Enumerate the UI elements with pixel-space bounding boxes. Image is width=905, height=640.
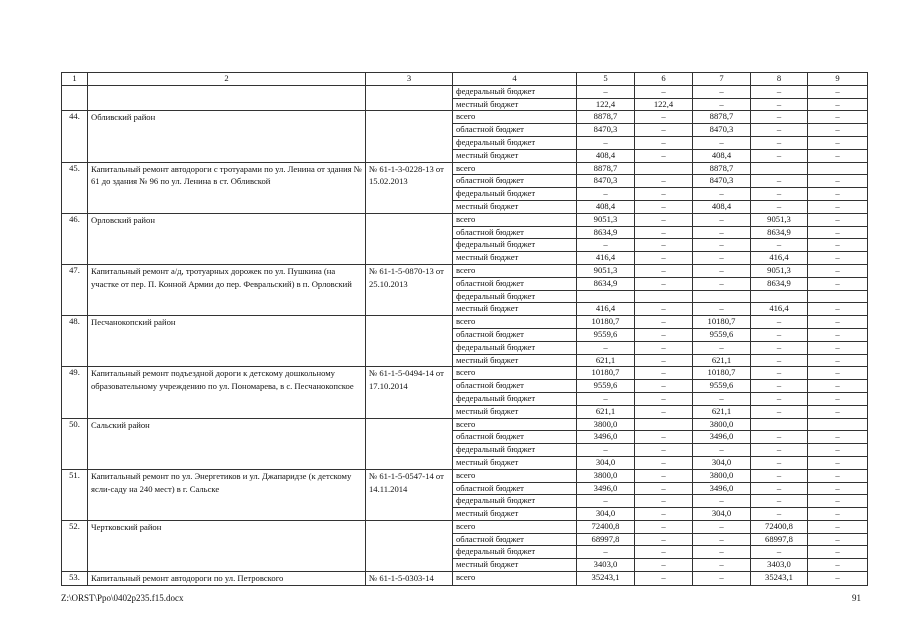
- amount-cell: –: [751, 136, 808, 149]
- amount-cell: –: [693, 495, 751, 508]
- amount-cell: –: [751, 444, 808, 457]
- amount-cell: [751, 162, 808, 175]
- row-number-cell: 51.: [62, 469, 88, 520]
- amount-cell: –: [751, 367, 808, 380]
- amount-cell: [751, 418, 808, 431]
- funding-source-cell: местный бюджет: [453, 200, 577, 213]
- amount-cell: –: [635, 124, 693, 137]
- object-name-cell: Сальский район: [88, 418, 366, 469]
- table-row: [62, 418, 868, 431]
- amount-cell: –: [635, 328, 693, 341]
- amount-cell: –: [635, 252, 693, 265]
- funding-source-cell: всего: [453, 316, 577, 329]
- amount-cell: –: [808, 213, 868, 226]
- amount-cell: [635, 162, 693, 175]
- document-number-cell: № 61-1-5-0494-14 от 17.10.2014: [366, 367, 453, 418]
- amount-cell: 10180,7: [577, 367, 635, 380]
- amount-cell: –: [635, 277, 693, 290]
- funding-source-cell: местный бюджет: [453, 252, 577, 265]
- table-row: [62, 85, 868, 98]
- funding-source-cell: федеральный бюджет: [453, 495, 577, 508]
- table-row: [62, 162, 868, 175]
- amount-cell: –: [808, 98, 868, 111]
- amount-cell: –: [577, 546, 635, 559]
- amount-cell: 3800,0: [577, 469, 635, 482]
- amount-cell: –: [635, 303, 693, 316]
- funding-source-cell: областной бюджет: [453, 431, 577, 444]
- column-number-header: 1: [62, 73, 88, 86]
- funding-source-cell: федеральный бюджет: [453, 188, 577, 201]
- amount-cell: –: [751, 456, 808, 469]
- footer-file-path: Z:\ORST\Ppo\0402p235.f15.docx: [61, 593, 184, 603]
- table-header-row: [62, 73, 868, 86]
- amount-cell: –: [635, 200, 693, 213]
- amount-cell: –: [693, 239, 751, 252]
- amount-cell: 8470,3: [577, 124, 635, 137]
- column-number-header: 4: [453, 73, 577, 86]
- table-row: [62, 469, 868, 482]
- amount-cell: 122,4: [635, 98, 693, 111]
- amount-cell: –: [751, 175, 808, 188]
- amount-cell: –: [693, 264, 751, 277]
- amount-cell: –: [635, 508, 693, 521]
- amount-cell: –: [808, 303, 868, 316]
- amount-cell: –: [635, 264, 693, 277]
- row-number-cell: 46.: [62, 213, 88, 264]
- funding-source-cell: местный бюджет: [453, 456, 577, 469]
- funding-source-cell: областной бюджет: [453, 328, 577, 341]
- budget-table: [61, 72, 868, 586]
- amount-cell: –: [577, 392, 635, 405]
- column-number-header: 9: [808, 73, 868, 86]
- amount-cell: –: [635, 380, 693, 393]
- amount-cell: 9559,6: [693, 380, 751, 393]
- amount-cell: 35243,1: [751, 572, 808, 586]
- amount-cell: 408,4: [577, 200, 635, 213]
- amount-cell: 8878,7: [693, 162, 751, 175]
- amount-cell: –: [751, 482, 808, 495]
- amount-cell: [577, 290, 635, 303]
- document-number-cell: № 61-1-5-0303-14: [366, 572, 453, 586]
- amount-cell: –: [808, 316, 868, 329]
- amount-cell: –: [808, 175, 868, 188]
- amount-cell: –: [808, 188, 868, 201]
- funding-source-cell: областной бюджет: [453, 533, 577, 546]
- amount-cell: 3403,0: [751, 559, 808, 572]
- amount-cell: 9559,6: [577, 380, 635, 393]
- amount-cell: –: [808, 444, 868, 457]
- amount-cell: –: [635, 111, 693, 124]
- amount-cell: –: [635, 188, 693, 201]
- amount-cell: –: [808, 341, 868, 354]
- amount-cell: –: [635, 175, 693, 188]
- amount-cell: 408,4: [693, 149, 751, 162]
- funding-source-cell: федеральный бюджет: [453, 85, 577, 98]
- amount-cell: –: [808, 495, 868, 508]
- funding-source-cell: областной бюджет: [453, 482, 577, 495]
- amount-cell: –: [808, 508, 868, 521]
- funding-source-cell: всего: [453, 520, 577, 533]
- amount-cell: 8634,9: [577, 226, 635, 239]
- amount-cell: –: [808, 533, 868, 546]
- amount-cell: 8634,9: [751, 277, 808, 290]
- amount-cell: –: [635, 405, 693, 418]
- document-number-cell: [366, 520, 453, 571]
- amount-cell: –: [635, 444, 693, 457]
- amount-cell: 8470,3: [577, 175, 635, 188]
- amount-cell: –: [693, 341, 751, 354]
- document-number-cell: [366, 213, 453, 264]
- amount-cell: 9559,6: [577, 328, 635, 341]
- amount-cell: –: [577, 188, 635, 201]
- funding-source-cell: федеральный бюджет: [453, 392, 577, 405]
- amount-cell: –: [693, 252, 751, 265]
- amount-cell: –: [751, 469, 808, 482]
- funding-source-cell: всего: [453, 264, 577, 277]
- funding-source-cell: местный бюджет: [453, 149, 577, 162]
- amount-cell: –: [808, 226, 868, 239]
- amount-cell: –: [693, 188, 751, 201]
- amount-cell: 68997,8: [751, 533, 808, 546]
- amount-cell: –: [751, 405, 808, 418]
- amount-cell: –: [751, 111, 808, 124]
- amount-cell: –: [635, 520, 693, 533]
- row-number-cell: 48.: [62, 316, 88, 367]
- row-number-cell: 44.: [62, 111, 88, 162]
- funding-source-cell: областной бюджет: [453, 175, 577, 188]
- amount-cell: –: [635, 392, 693, 405]
- amount-cell: –: [693, 572, 751, 586]
- amount-cell: –: [808, 546, 868, 559]
- funding-source-cell: местный бюджет: [453, 98, 577, 111]
- amount-cell: –: [635, 533, 693, 546]
- amount-cell: 8878,7: [577, 162, 635, 175]
- amount-cell: 72400,8: [577, 520, 635, 533]
- funding-source-cell: федеральный бюджет: [453, 444, 577, 457]
- amount-cell: –: [808, 559, 868, 572]
- amount-cell: –: [693, 559, 751, 572]
- table-row: [62, 520, 868, 533]
- amount-cell: –: [751, 546, 808, 559]
- amount-cell: –: [808, 405, 868, 418]
- amount-cell: –: [635, 559, 693, 572]
- amount-cell: 35243,1: [577, 572, 635, 586]
- funding-source-cell: местный бюджет: [453, 405, 577, 418]
- amount-cell: –: [808, 572, 868, 586]
- amount-cell: 8634,9: [577, 277, 635, 290]
- amount-cell: –: [635, 482, 693, 495]
- object-name-cell: [88, 85, 366, 111]
- page-number: 91: [852, 593, 861, 603]
- amount-cell: –: [635, 495, 693, 508]
- amount-cell: 122,4: [577, 98, 635, 111]
- amount-cell: –: [751, 188, 808, 201]
- object-name-cell: Капитальный ремонт автодороги по ул. Петровского: [88, 572, 366, 586]
- amount-cell: –: [751, 508, 808, 521]
- funding-source-cell: федеральный бюджет: [453, 546, 577, 559]
- funding-source-cell: областной бюджет: [453, 277, 577, 290]
- table-row: [62, 111, 868, 124]
- amount-cell: 9051,3: [577, 264, 635, 277]
- amount-cell: –: [808, 354, 868, 367]
- amount-cell: –: [751, 124, 808, 137]
- amount-cell: –: [808, 469, 868, 482]
- amount-cell: 3800,0: [693, 418, 751, 431]
- amount-cell: 3403,0: [577, 559, 635, 572]
- amount-cell: –: [693, 546, 751, 559]
- amount-cell: 416,4: [577, 252, 635, 265]
- funding-source-cell: федеральный бюджет: [453, 136, 577, 149]
- table-row: [62, 572, 868, 586]
- funding-source-cell: федеральный бюджет: [453, 290, 577, 303]
- amount-cell: 10180,7: [693, 316, 751, 329]
- table-row: [62, 213, 868, 226]
- object-name-cell: Капитальный ремонт автодороги с тротуарами по ул. Ленина от здания № 61 до здания № 96 по ул. Ленина в ст. Обливской: [88, 162, 366, 213]
- amount-cell: 9051,3: [751, 264, 808, 277]
- amount-cell: –: [635, 469, 693, 482]
- amount-cell: –: [751, 316, 808, 329]
- column-number-header: 5: [577, 73, 635, 86]
- row-number-cell: 45.: [62, 162, 88, 213]
- amount-cell: 621,1: [693, 354, 751, 367]
- row-number-cell: 49.: [62, 367, 88, 418]
- amount-cell: –: [808, 124, 868, 137]
- amount-cell: [808, 290, 868, 303]
- amount-cell: –: [635, 431, 693, 444]
- funding-source-cell: областной бюджет: [453, 226, 577, 239]
- row-number-cell: 47.: [62, 264, 88, 315]
- amount-cell: –: [751, 200, 808, 213]
- amount-cell: 8878,7: [577, 111, 635, 124]
- amount-cell: –: [577, 239, 635, 252]
- funding-source-cell: всего: [453, 162, 577, 175]
- amount-cell: –: [635, 149, 693, 162]
- amount-cell: –: [808, 149, 868, 162]
- amount-cell: –: [808, 277, 868, 290]
- amount-cell: –: [693, 277, 751, 290]
- table-row: [62, 367, 868, 380]
- amount-cell: –: [577, 85, 635, 98]
- amount-cell: –: [751, 149, 808, 162]
- amount-cell: –: [693, 444, 751, 457]
- amount-cell: 8470,3: [693, 124, 751, 137]
- funding-source-cell: всего: [453, 111, 577, 124]
- amount-cell: –: [635, 85, 693, 98]
- document-number-cell: № 61-1-5-0870-13 от 25.10.2013: [366, 264, 453, 315]
- amount-cell: 304,0: [577, 508, 635, 521]
- amount-cell: –: [808, 239, 868, 252]
- amount-cell: –: [693, 392, 751, 405]
- amount-cell: 416,4: [751, 303, 808, 316]
- amount-cell: –: [751, 392, 808, 405]
- amount-cell: 304,0: [693, 456, 751, 469]
- funding-source-cell: местный бюджет: [453, 559, 577, 572]
- amount-cell: 10180,7: [577, 316, 635, 329]
- amount-cell: 304,0: [577, 456, 635, 469]
- amount-cell: –: [751, 85, 808, 98]
- amount-cell: –: [808, 328, 868, 341]
- amount-cell: 9051,3: [751, 213, 808, 226]
- amount-cell: –: [808, 380, 868, 393]
- row-number-cell: 52.: [62, 520, 88, 571]
- amount-cell: 408,4: [693, 200, 751, 213]
- amount-cell: 304,0: [693, 508, 751, 521]
- amount-cell: –: [751, 354, 808, 367]
- row-number-cell: 50.: [62, 418, 88, 469]
- amount-cell: –: [635, 367, 693, 380]
- amount-cell: [808, 418, 868, 431]
- amount-cell: 416,4: [751, 252, 808, 265]
- document-number-cell: [366, 316, 453, 367]
- amount-cell: –: [808, 392, 868, 405]
- amount-cell: 8470,3: [693, 175, 751, 188]
- amount-cell: 9559,6: [693, 328, 751, 341]
- amount-cell: –: [693, 85, 751, 98]
- amount-cell: –: [577, 444, 635, 457]
- amount-cell: 8878,7: [693, 111, 751, 124]
- amount-cell: 3800,0: [577, 418, 635, 431]
- amount-cell: [635, 418, 693, 431]
- amount-cell: –: [751, 495, 808, 508]
- amount-cell: –: [635, 572, 693, 586]
- amount-cell: –: [693, 213, 751, 226]
- amount-cell: –: [808, 111, 868, 124]
- amount-cell: –: [808, 85, 868, 98]
- amount-cell: [635, 290, 693, 303]
- amount-cell: 3496,0: [693, 431, 751, 444]
- column-number-header: 3: [366, 73, 453, 86]
- column-number-header: 2: [88, 73, 366, 86]
- funding-source-cell: областной бюджет: [453, 380, 577, 393]
- amount-cell: –: [751, 328, 808, 341]
- amount-cell: –: [635, 456, 693, 469]
- amount-cell: 72400,8: [751, 520, 808, 533]
- funding-source-cell: федеральный бюджет: [453, 341, 577, 354]
- amount-cell: –: [693, 533, 751, 546]
- column-number-header: 8: [751, 73, 808, 86]
- amount-cell: –: [751, 380, 808, 393]
- amount-cell: –: [808, 431, 868, 444]
- amount-cell: –: [751, 431, 808, 444]
- table-row: [62, 316, 868, 329]
- amount-cell: –: [751, 98, 808, 111]
- amount-cell: –: [808, 456, 868, 469]
- amount-cell: –: [808, 367, 868, 380]
- amount-cell: –: [635, 316, 693, 329]
- object-name-cell: Капитальный ремонт а/д, тротуарных дорожек по ул. Пушкина (на участке от пер. П. Конной Армии до пер. Февральский) в п. Орловский: [88, 264, 366, 315]
- amount-cell: –: [808, 252, 868, 265]
- amount-cell: –: [808, 264, 868, 277]
- amount-cell: 416,4: [577, 303, 635, 316]
- amount-cell: –: [635, 546, 693, 559]
- amount-cell: 10180,7: [693, 367, 751, 380]
- amount-cell: –: [577, 136, 635, 149]
- amount-cell: –: [751, 341, 808, 354]
- row-number-cell: [62, 85, 88, 111]
- amount-cell: –: [693, 98, 751, 111]
- amount-cell: –: [693, 226, 751, 239]
- amount-cell: 68997,8: [577, 533, 635, 546]
- funding-source-cell: всего: [453, 367, 577, 380]
- column-number-header: 7: [693, 73, 751, 86]
- funding-source-cell: всего: [453, 418, 577, 431]
- amount-cell: 3800,0: [693, 469, 751, 482]
- document-number-cell: [366, 85, 453, 111]
- funding-source-cell: федеральный бюджет: [453, 239, 577, 252]
- amount-cell: –: [577, 341, 635, 354]
- funding-source-cell: местный бюджет: [453, 508, 577, 521]
- amount-cell: –: [635, 341, 693, 354]
- funding-source-cell: всего: [453, 469, 577, 482]
- document-number-cell: [366, 418, 453, 469]
- amount-cell: 3496,0: [693, 482, 751, 495]
- amount-cell: –: [808, 136, 868, 149]
- amount-cell: –: [693, 303, 751, 316]
- object-name-cell: Орловский район: [88, 213, 366, 264]
- amount-cell: –: [635, 213, 693, 226]
- amount-cell: [808, 162, 868, 175]
- amount-cell: 3496,0: [577, 431, 635, 444]
- amount-cell: 621,1: [693, 405, 751, 418]
- object-name-cell: Капитальный ремонт по ул. Энергетиков и ул. Джапаридзе (к детскому ясли-саду на 240 мест) в г. Сальске: [88, 469, 366, 520]
- amount-cell: [693, 290, 751, 303]
- amount-cell: 408,4: [577, 149, 635, 162]
- amount-cell: –: [635, 136, 693, 149]
- amount-cell: –: [635, 226, 693, 239]
- amount-cell: –: [808, 520, 868, 533]
- amount-cell: –: [635, 354, 693, 367]
- amount-cell: –: [751, 239, 808, 252]
- object-name-cell: Обливский район: [88, 111, 366, 162]
- object-name-cell: Капитальный ремонт подъездной дороги к детскому дошкольному образовательному учреждению по ул. Пономарева, в с. Песчанокопское: [88, 367, 366, 418]
- table-row: [62, 264, 868, 277]
- amount-cell: –: [808, 200, 868, 213]
- object-name-cell: Песчанокопский район: [88, 316, 366, 367]
- amount-cell: –: [635, 239, 693, 252]
- funding-source-cell: всего: [453, 213, 577, 226]
- document-number-cell: [366, 111, 453, 162]
- document-number-cell: № 61-1-3-0228-13 от 15.02.2013: [366, 162, 453, 213]
- column-number-header: 6: [635, 73, 693, 86]
- amount-cell: –: [577, 495, 635, 508]
- amount-cell: –: [693, 520, 751, 533]
- amount-cell: 621,1: [577, 354, 635, 367]
- amount-cell: [751, 290, 808, 303]
- document-number-cell: № 61-1-5-0547-14 от 14.11.2014: [366, 469, 453, 520]
- amount-cell: 3496,0: [577, 482, 635, 495]
- funding-source-cell: всего: [453, 572, 577, 586]
- amount-cell: 621,1: [577, 405, 635, 418]
- amount-cell: –: [808, 482, 868, 495]
- object-name-cell: Чертковский район: [88, 520, 366, 571]
- funding-source-cell: местный бюджет: [453, 354, 577, 367]
- funding-source-cell: местный бюджет: [453, 303, 577, 316]
- amount-cell: 9051,3: [577, 213, 635, 226]
- amount-cell: 8634,9: [751, 226, 808, 239]
- row-number-cell: 53.: [62, 572, 88, 586]
- funding-source-cell: областной бюджет: [453, 124, 577, 137]
- amount-cell: –: [693, 136, 751, 149]
